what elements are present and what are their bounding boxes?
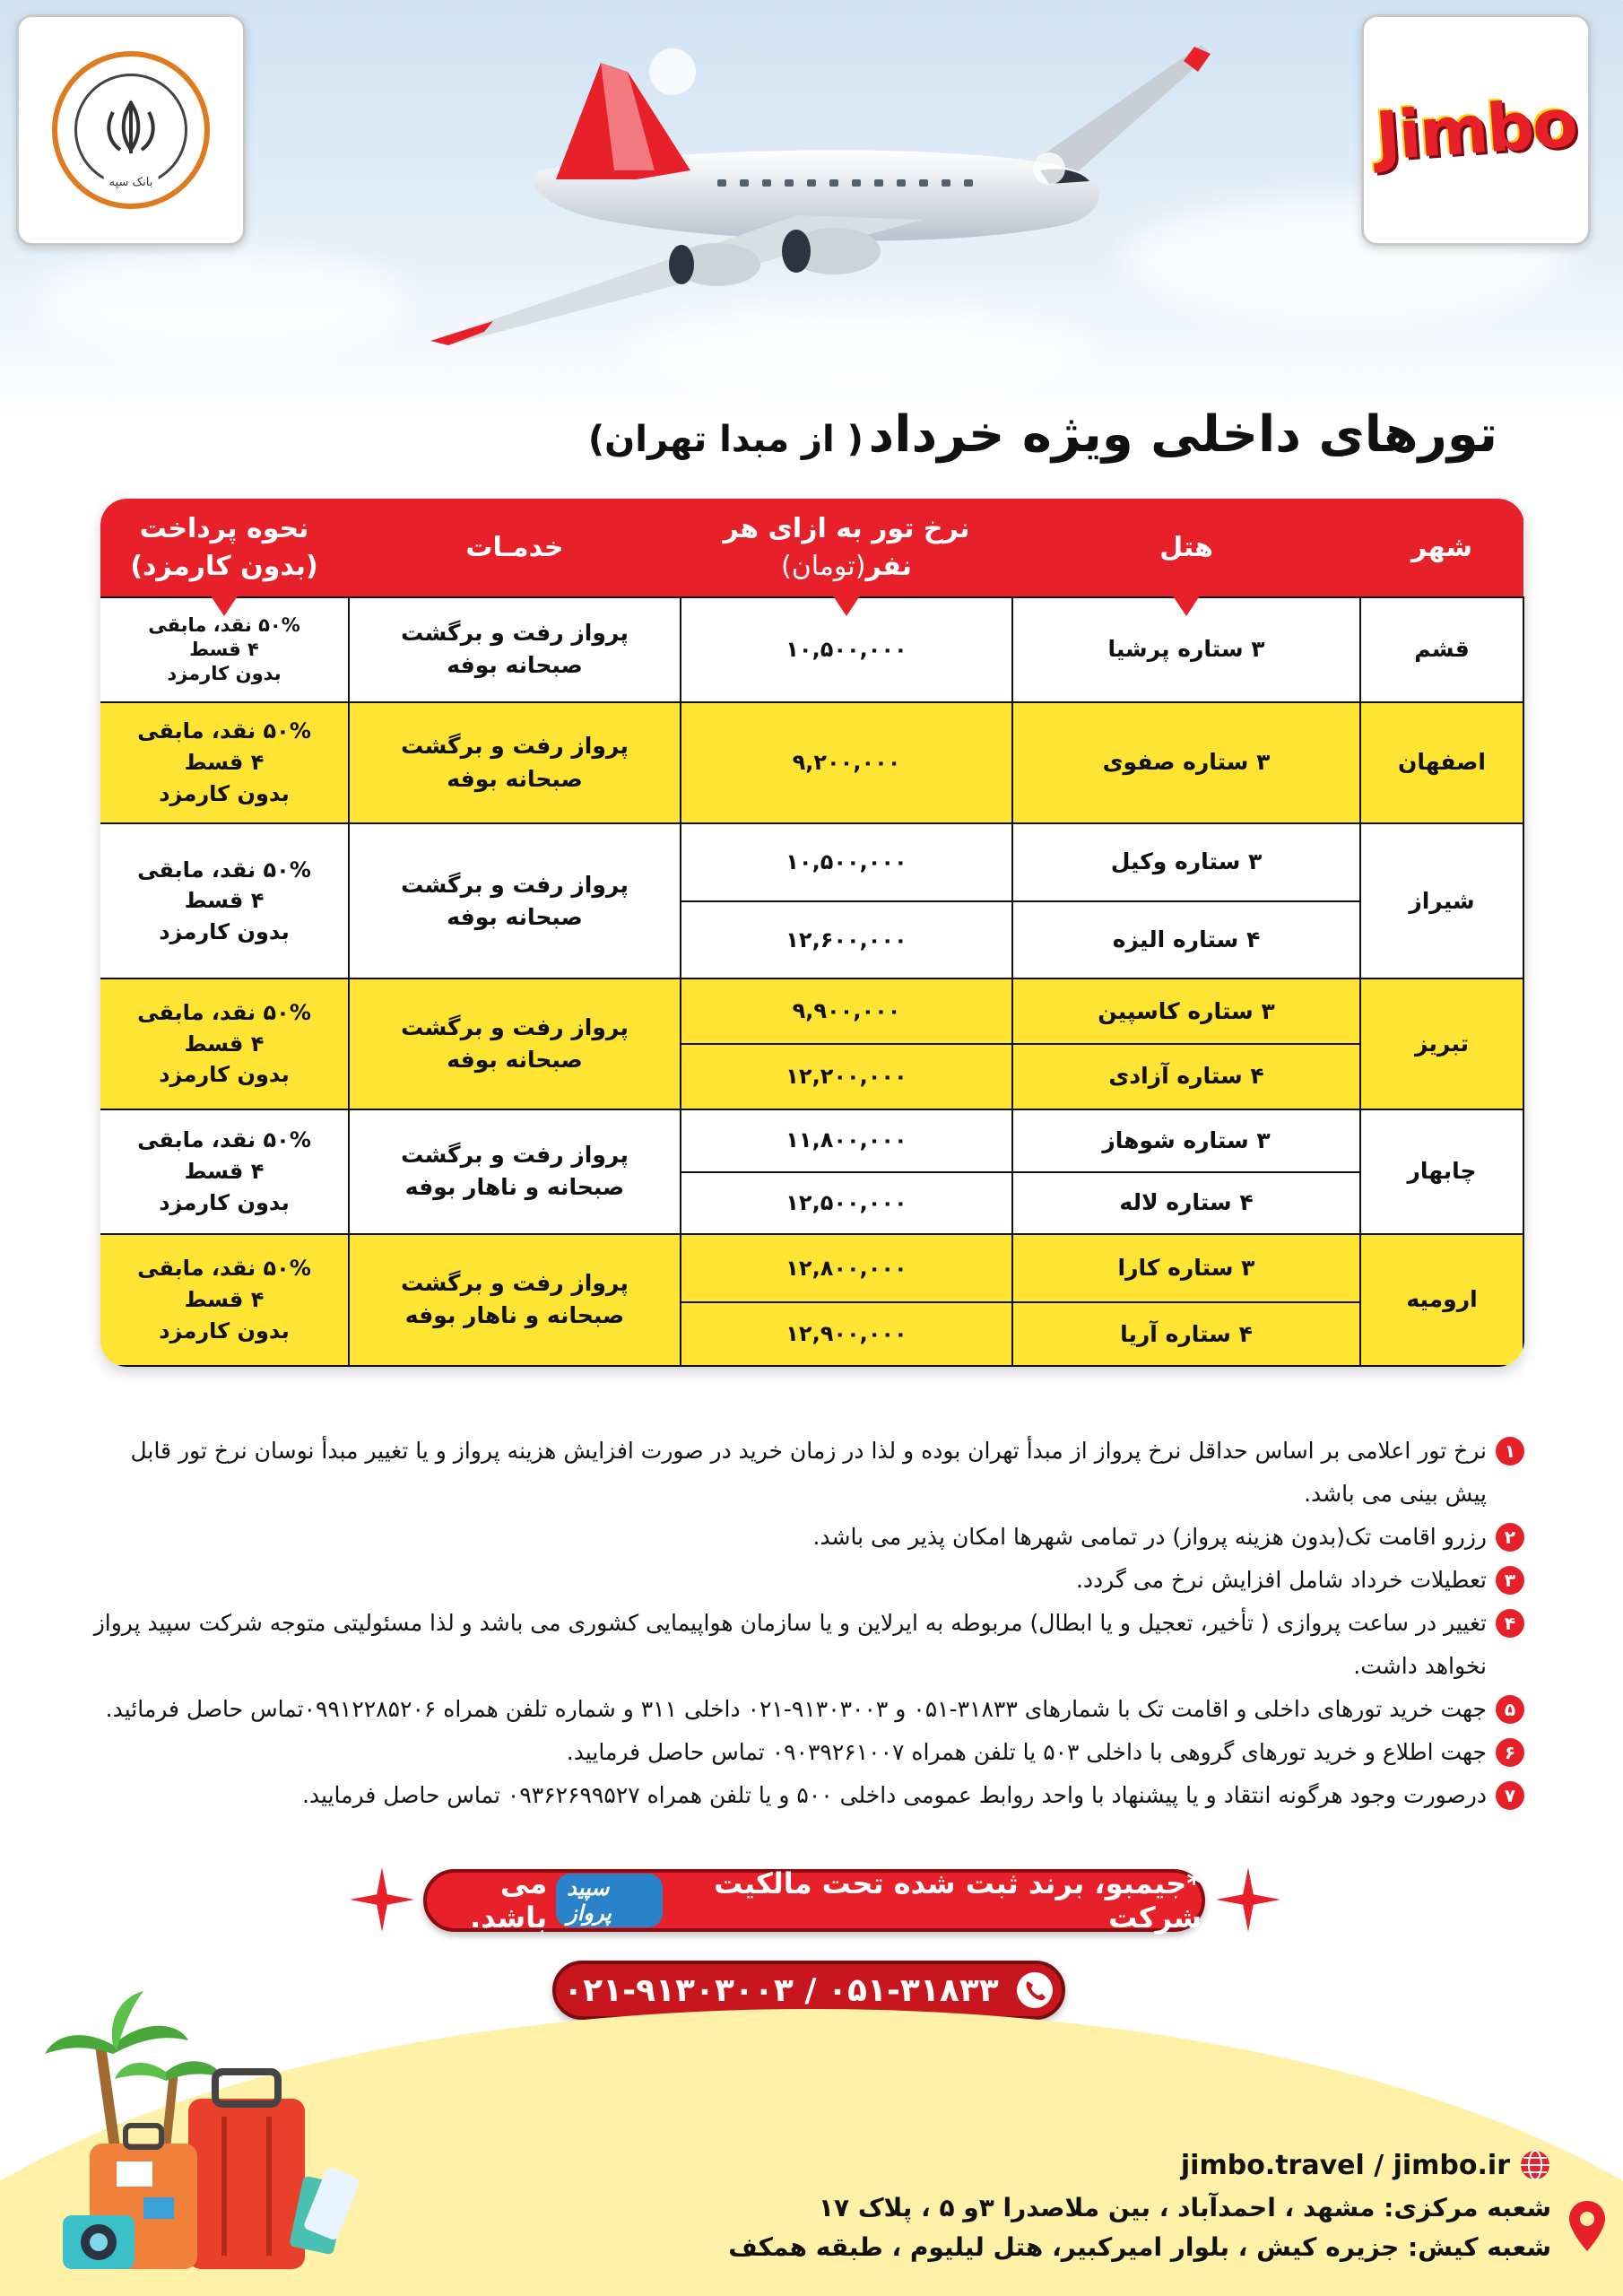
price-cell: ۱۰,۵۰۰,۰۰۰ — [681, 823, 1012, 901]
notes-list — [90, 1430, 1524, 1817]
services-cell: پرواز رفت و برگشت صبحانه و ناهار بوفه — [349, 1109, 681, 1234]
footer — [565, 2142, 1551, 2267]
hotel-cell: ۳ ستاره شوهاز — [1012, 1109, 1360, 1173]
city-cell: اصفهان — [1360, 702, 1523, 823]
note-text: جهت خرید تورهای داخلی و اقامت تک با شمارهای ۳۱۸۳۳-۰۵۱ و ۹۱۳۰۳۰۰۳-۰۲۱ داخلی ۳۱۱ و شماره تلفن همراه ۰۹۹۱۲۲۸۵۲۰۶تماس حاصل فرمائید. — [105, 1696, 1487, 1722]
payment-cell: ۵۰% نقد، مابقی ۴ قسط بدون کارمزد — [100, 702, 349, 823]
note-number: ۶ — [1496, 1738, 1524, 1767]
payment-cell: ۵۰% نقد، مابقی ۴ قسط بدون کارمزد — [100, 1109, 349, 1234]
cloud — [36, 251, 412, 359]
price-cell: ۱۲,۲۰۰,۰۰۰ — [681, 1044, 1012, 1109]
jimbo-logo-card — [1361, 14, 1591, 246]
table-row — [100, 1234, 1523, 1303]
city-cell: چابهار — [1360, 1109, 1523, 1234]
city-cell: ارومیه — [1360, 1234, 1523, 1366]
hotel-cell: ۳ ستاره پرشیا — [1012, 597, 1360, 702]
table-row — [100, 978, 1523, 1044]
note-text: درصورت وجود هرگونه انتقاد و یا پیشنهاد با واحد روابط عمومی داخلی ۵۰۰ و یا تلفن همراه ۰۹۳۶۲۶۹۹۵۲۷ تماس حاصل فرمایید. — [301, 1782, 1487, 1808]
note-number: ۷ — [1496, 1781, 1524, 1810]
footer-website[interactable] — [565, 2142, 1551, 2188]
note-text: تعطیلات خرداد شامل افزایش نرخ می گردد. — [1075, 1567, 1487, 1593]
price-cell: ۱۰,۵۰۰,۰۰۰ — [681, 597, 1012, 702]
brand-banner-after: می باشد. — [470, 1866, 548, 1935]
note-item — [90, 1602, 1524, 1688]
bank-logo-card — [16, 14, 246, 246]
hotel-cell: ۳ ستاره صفوی — [1012, 702, 1360, 823]
table-row — [100, 1109, 1523, 1173]
hotel-cell: ۴ ستاره آزادی — [1012, 1044, 1360, 1109]
phone-numbers: ۰۲۱-۹۱۳۰۳۰۰۳ / ۰۵۱-۳۱۸۳۳ — [563, 1971, 999, 2009]
star-icon — [350, 1867, 414, 1932]
bank-seal-ribbon: بانک سپه — [104, 176, 159, 189]
header-hotel: هتل — [1012, 499, 1360, 597]
address-main: شعبه مرکزی: مشهد ، احمدآباد ، بین ملاصدرا ۳و ۵ ، پلاک ۱۷ — [818, 2193, 1551, 2222]
header-services: خدمـات — [349, 499, 681, 597]
title-sub: ( از مبدا تهران) — [587, 419, 864, 460]
brand-banner-before: *جیمبو، برند ثبت شده تحت مالکیت شرکت — [714, 1866, 1202, 1935]
note-text: رزرو اقامت تک(بدون هزینه پرواز) در تمامی شهرها امکان پذیر می باشد. — [812, 1524, 1487, 1550]
address-kish: شعبه کیش: جزیره کیش ، بلوار امیرکبیر، هتل لیلیوم ، طبقه همکف — [728, 2232, 1551, 2262]
brand-banner — [423, 1866, 1205, 1935]
services-cell: پرواز رفت و برگشت صبحانه بوفه — [349, 597, 681, 702]
page-title — [63, 405, 1497, 464]
price-cell: ۱۲,۹۰۰,۰۰۰ — [681, 1302, 1012, 1366]
table-row — [100, 597, 1523, 702]
note-item — [90, 1688, 1524, 1731]
price-cell: ۱۲,۵۰۰,۰۰۰ — [681, 1172, 1012, 1234]
price-cell: ۱۲,۸۰۰,۰۰۰ — [681, 1234, 1012, 1303]
note-text: تغییر در ساعت پروازی ( تأخیر، تعجیل و یا ابطال) مربوطه به ایرلاین و یا سازمان هواپیمایی کشوری می باشد و لذا مسئولیتی متوجه شرکت سپید پرواز نخواهد داشت. — [93, 1610, 1487, 1679]
services-cell: پرواز رفت و برگشت صبحانه بوفه — [349, 702, 681, 823]
note-text: نرخ تور اعلامی بر اساس حداقل نرخ پرواز از مبدأ تهران بوده و لذا در زمان خرید در صورت افزایش هزینه پرواز و یا تغییر مبدأ نوسان نرخ تور قابل پیش بینی می باشد. — [130, 1438, 1487, 1507]
price-cell: ۱۱,۸۰۰,۰۰۰ — [681, 1109, 1012, 1173]
services-cell: پرواز رفت و برگشت صبحانه و ناهار بوفه — [349, 1234, 681, 1366]
city-cell: تبریز — [1360, 978, 1523, 1109]
price-cell: ۹,۹۰۰,۰۰۰ — [681, 978, 1012, 1044]
sepid-parvaz-logo: سپید پرواز — [556, 1874, 663, 1927]
hotel-cell: ۴ ستاره لاله — [1012, 1172, 1360, 1234]
payment-cell: ۵۰% نقد، مابقی ۴ قسط بدون کارمزد — [100, 823, 349, 978]
table-row — [100, 823, 1523, 901]
header-city: شهر — [1360, 499, 1523, 597]
payment-cell: ۵۰% نقد، مابقی ۴ قسط بدون کارمزد — [100, 1234, 349, 1366]
bank-seal-icon — [52, 51, 210, 209]
city-cell: قشم — [1360, 597, 1523, 702]
globe-icon — [1519, 2149, 1551, 2181]
note-number: ۳ — [1496, 1566, 1524, 1595]
hotel-cell: ۳ ستاره کاسپین — [1012, 978, 1360, 1044]
website-text[interactable]: jimbo.travel / jimbo.ir — [1180, 2149, 1510, 2181]
phone-icon — [1015, 1970, 1055, 2010]
note-number: ۲ — [1496, 1523, 1524, 1552]
payment-cell: ۵۰% نقد، مابقی ۴ قسط بدون کارمزد — [100, 597, 349, 702]
note-item — [90, 1774, 1524, 1817]
note-number: ۵ — [1496, 1695, 1524, 1724]
city-cell: شیراز — [1360, 823, 1523, 978]
title-main: تورهای داخلی ویژه خرداد — [868, 405, 1497, 464]
note-item — [90, 1516, 1524, 1559]
hotel-cell: ۴ ستاره الیزه — [1012, 901, 1360, 979]
note-number: ۴ — [1496, 1609, 1524, 1638]
tours-table — [100, 499, 1524, 1367]
services-cell: پرواز رفت و برگشت صبحانه بوفه — [349, 978, 681, 1109]
header-payment: نحوه پرداخت (بدون کارمزد) — [100, 499, 349, 597]
note-number: ۱ — [1496, 1437, 1524, 1465]
hotel-cell: ۳ ستاره کارا — [1012, 1234, 1360, 1303]
table-row — [100, 702, 1523, 823]
price-cell: ۹,۲۰۰,۰۰۰ — [681, 702, 1012, 823]
payment-cell: ۵۰% نقد، مابقی ۴ قسط بدون کارمزد — [100, 978, 349, 1109]
services-cell: پرواز رفت و برگشت صبحانه بوفه — [349, 823, 681, 978]
header-price: نرخ تور به ازای هر نفر(تومان) — [681, 499, 1012, 597]
note-text: جهت اطلاع و خرید تورهای گروهی با داخلی ۵۰۳ یا تلفن همراه ۰۹۰۳۹۲۶۱۰۰۷ تماس حاصل فرمایید. — [566, 1739, 1487, 1765]
hotel-cell: ۴ ستاره آریا — [1012, 1302, 1360, 1366]
note-item — [90, 1559, 1524, 1602]
airplane-icon — [421, 36, 1211, 359]
note-item — [90, 1430, 1524, 1516]
luggage-beach-icon — [45, 1991, 368, 2287]
note-item — [90, 1731, 1524, 1774]
table-header-row — [100, 499, 1523, 597]
jimbo-logo: Jimbo — [1373, 84, 1579, 176]
price-cell: ۱۲,۶۰۰,۰۰۰ — [681, 901, 1012, 979]
hotel-cell: ۳ ستاره وکیل — [1012, 823, 1360, 901]
star-icon — [1216, 1867, 1280, 1932]
location-pin-icon — [1567, 2199, 1607, 2253]
